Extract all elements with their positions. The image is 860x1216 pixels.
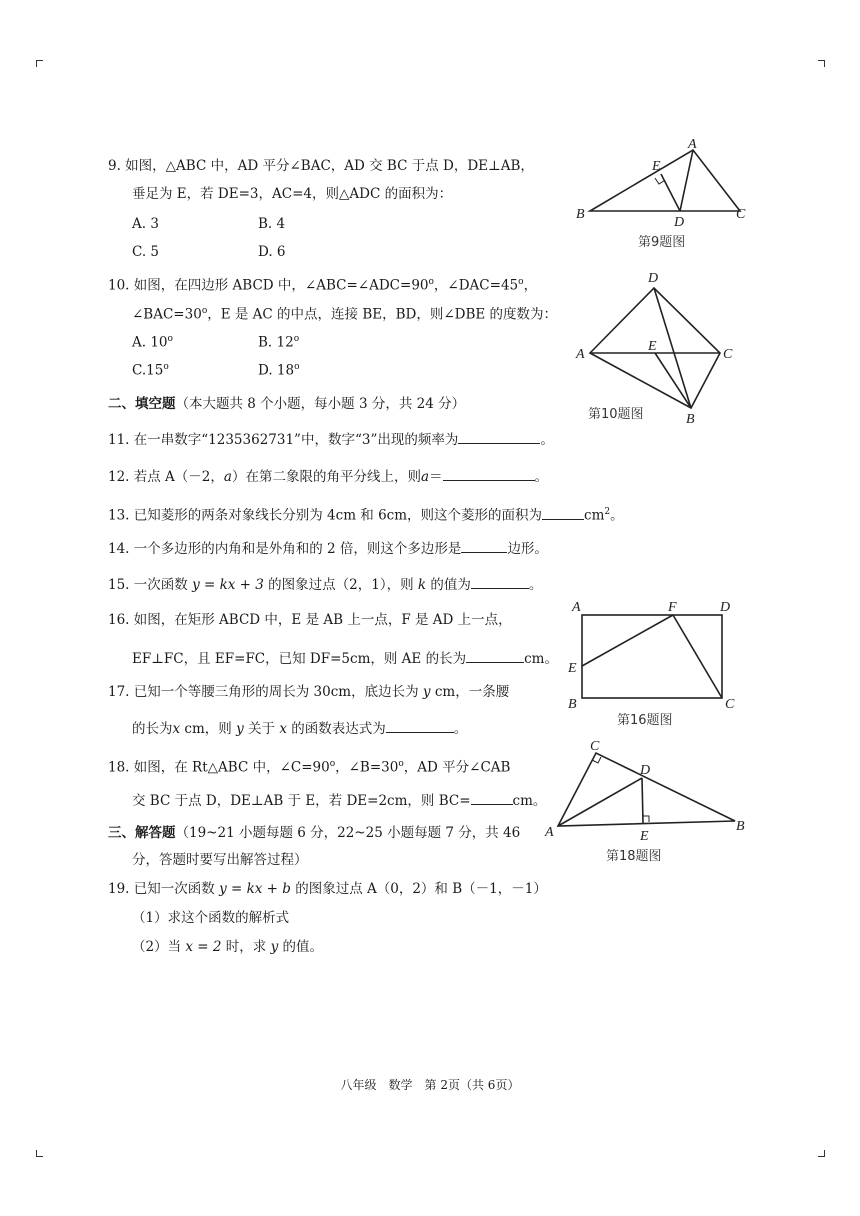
q16-line2: EF⊥FC，且 EF=FC，已知 DF=5cm，则 AE 的长为 cm。 [132, 648, 558, 669]
q9-line2: 垂足为 E，若 DE=3，AC=4，则△ADC 的面积为： [132, 186, 453, 202]
q9-segment-de [661, 174, 680, 211]
q10-line1 [108, 272, 537, 296]
section-3-heading [108, 823, 520, 843]
q10-segment-be [655, 353, 691, 408]
section-2-heading [108, 394, 465, 414]
q9-option-a: A. 3 [132, 216, 159, 232]
q13-answer-blank[interactable] [542, 505, 584, 520]
q12-variable: a [223, 469, 232, 485]
q10-option-a: A. 10$^o$ [132, 334, 173, 351]
degree-sign: o [428, 277, 434, 287]
q16-label-b: B [568, 697, 577, 712]
q16-answer-blank[interactable] [466, 648, 524, 663]
q10-line1-text-b: ，∠DAC=45 [433, 277, 519, 294]
q10-line1-text-c: ， [523, 277, 538, 294]
crop-mark-bottom-right [818, 1150, 825, 1157]
q15-formula: y = kx + 3 [192, 577, 264, 593]
q18-line1: 18. 如图，在 Rt△ABC 中，$\angle C=90^o$，$\angle B=30^o$，AD 平分∠CAB [108, 759, 511, 776]
q18-figure [540, 736, 755, 868]
q16-label-a: A [572, 600, 581, 615]
q16-label-e: E [568, 661, 577, 676]
q15-answer-blank[interactable] [471, 574, 529, 589]
q10-option-c: C.15$^o$ [132, 362, 169, 379]
q10-option-d: D. 18$^o$ [258, 362, 300, 379]
question-12: 12. 若点 A（－2，a）在第二象限的角平分线上，则a＝ 。 [108, 466, 548, 487]
q10-label-d: D [648, 271, 659, 286]
q9-option-d: D. 6 [258, 244, 286, 260]
q16-segment-ef [582, 615, 673, 666]
q16-label-c: C [725, 697, 735, 712]
crop-mark-bottom-left [36, 1150, 43, 1157]
q18-answer-blank[interactable] [471, 790, 513, 805]
question-14: 14. 一个多边形的内角和是外角和的 2 倍，则这个多边形是 边形。 [108, 538, 548, 559]
q14-answer-blank[interactable] [461, 538, 507, 553]
q12-answer-blank[interactable] [443, 466, 535, 481]
q19-sub2: （2）当 x = 2 时，求 y 的值。 [132, 939, 324, 955]
q18-segment-de [642, 778, 643, 823]
q9-label-a: A [688, 138, 697, 152]
q16-figure-caption: 第16题图 [617, 713, 673, 728]
q9-segment-ad [680, 150, 693, 211]
q10-line2 [132, 301, 557, 325]
q10-figure [568, 266, 758, 426]
crop-mark-top-left [36, 60, 43, 67]
q10-label-b: B [686, 412, 695, 426]
q17-line2: 的长为x cm，则 y 关于 x 的函数表达式为 。 [132, 718, 467, 739]
q9-option-c: C. 5 [132, 244, 160, 260]
q9-label-d: D [674, 215, 685, 230]
q18-figure-caption: 第18题图 [606, 849, 662, 864]
q11-answer-blank[interactable] [458, 429, 540, 444]
q18-right-angle-mark-e [643, 816, 649, 822]
section-3-note-line2: 分，答题时要写出解答过程） [132, 852, 308, 868]
question-13: 13. 已知菱形的两条对象线长分别为 4cm 和 6cm，则这个菱形的面积为 $cm^2$。 [108, 502, 624, 526]
q10-label-e: E [648, 339, 657, 354]
section-2-title: 二、填空题 [108, 396, 176, 412]
q17-line1: 17. 已知一个等腰三角形的周长为 30cm，底边长为 y cm，一条腰 [108, 684, 510, 700]
section-3-title: 三、解答题 [108, 825, 176, 841]
q19-formula: y = kx + b [219, 881, 291, 897]
q19-sub1: （1）求这个函数的解析式 [132, 910, 290, 926]
q18-line2: 交 BC 于点 D，DE⊥AB 于 E，若 DE=2cm，则 BC= cm。 [132, 790, 546, 811]
q18-label-e: E [640, 829, 649, 844]
question-11: 11. 在一串数字“1235362731”中，数字“3”出现的频率为 。 [108, 429, 554, 450]
section-3-note: （19~21 小题每题 6 分，22~25 小题每题 7 分，共 46 [175, 825, 521, 841]
crop-mark-top-right [818, 60, 825, 67]
q10-line2-text-a: ∠BAC=30 [132, 306, 202, 323]
q10-label-c: C [723, 347, 733, 362]
q10-line1-text-a: 10. 如图，在四边形 ABCD 中，∠ABC=∠ADC=90 [108, 277, 429, 294]
q9-figure-caption: 第9题图 [638, 235, 686, 250]
q16-segment-fc [673, 615, 722, 698]
q10-line2-text-b: ，E 是 AC 的中点，连接 BE，BD，则∠DBE 的度数为： [207, 306, 558, 323]
q9-label-e: E [652, 159, 661, 174]
q9-label-b: B [576, 207, 585, 222]
q19-line1: 19. 已知一次函数 y = kx + b 的图象过点 A（0，2）和 B（－1，－1） [108, 881, 547, 897]
degree-sign: o [201, 306, 208, 316]
q18-label-d: D [640, 763, 651, 778]
q16-label-f: F [668, 600, 677, 615]
q9-figure [568, 138, 758, 258]
q9-label-c: C [736, 207, 746, 222]
q18-label-a: A [545, 825, 554, 840]
q17-answer-blank[interactable] [386, 718, 454, 733]
q18-label-c: C [590, 739, 600, 754]
q10-figure-caption: 第10题图 [588, 407, 644, 422]
q16-figure [562, 596, 752, 732]
page-footer: 八年级 数学 第 2页（共 6页） [340, 1078, 520, 1092]
q9-option-b: B. 4 [258, 216, 286, 232]
q10-option-b: B. 12$^o$ [258, 334, 300, 351]
q16-label-d: D [720, 600, 731, 615]
q9-line1: 9. 如图，△ABC 中，AD 平分∠BAC，AD 交 BC 于点 D，DE⊥AB， [108, 158, 534, 174]
degree-sign: o [518, 277, 524, 287]
q16-line1: 16. 如图，在矩形 ABCD 中，E 是 AB 上一点，F 是 AD 上一点， [108, 612, 512, 628]
q18-label-b: B [736, 819, 745, 834]
q11-text: 11. 在一串数字“1235362731”中，数字“3”出现的频率为 [108, 432, 459, 448]
q10-label-a: A [576, 347, 585, 362]
section-2-note: （本大题共 8 个小题，每小题 3 分，共 24 分） [175, 396, 466, 412]
question-15: 15. 一次函数 y = kx + 3 的图象过点（2，1），则 k 的值为 。 [108, 574, 542, 595]
